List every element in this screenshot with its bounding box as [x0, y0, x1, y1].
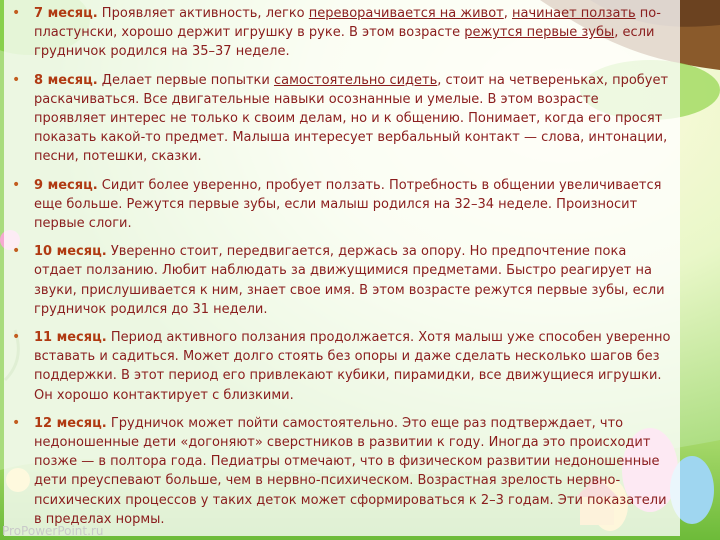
item-text: , если грудничок родился на 35–37 неделе. — [34, 25, 655, 60]
bullet-icon: • — [12, 414, 21, 431]
link-starts-crawling[interactable]: начинает ползать — [512, 6, 636, 21]
item-text: по-пластунски, хорошо держит игрушку в руке. В этом возрасте — [34, 6, 661, 41]
list-item-month-10 — [12, 242, 674, 319]
link-first-teeth[interactable]: режутся первые зубы — [464, 25, 615, 41]
item-text: Проявляет активность, легко — [101, 6, 309, 21]
month-suffix: . — [101, 244, 107, 260]
month-suffix: . — [101, 415, 107, 431]
development-list-container — [12, 4, 674, 538]
month-label: 12 месяц — [34, 415, 102, 431]
month-label: 7 месяц — [34, 6, 93, 21]
link-rolls-over[interactable]: переворачивается на живот — [308, 6, 504, 21]
month-label: 9 месяц — [34, 177, 93, 193]
list-item-month-11 — [12, 328, 674, 405]
item-text: Уверенно стоит, передвигается, держась за опору. Но предпочтение пока отдает ползанию. Любит наблюдать за движущимися предметами. Быстро реагирует на звуки, прислушивается к ним, знает свое имя. В этом возрасте режутся первые зубы, если грудничок родился до 31 недели. — [34, 244, 665, 317]
bullet-icon: • — [12, 176, 21, 193]
watermark: ProPowerPoint.ru — [2, 524, 104, 538]
link-sit-independently[interactable]: самостоятельно сидеть — [273, 72, 438, 88]
list-item-month-9 — [12, 176, 674, 234]
list-item-month-12 — [12, 414, 674, 529]
item-text: , стоит на четвереньках, пробует раскачиваться. Все двигательные навыки осознанные и умелые. В этом возрасте проявляет интерес не только к своим делам, но и к общению. Понимает, когда его просят показать какой-то предмет. Малыша интересует вербальный контакт — слова, интонации, песни, потешки, сказки. — [34, 72, 669, 165]
list-item-month-7 — [12, 4, 674, 62]
month-label: 10 месяц — [34, 244, 102, 260]
bullet-icon: • — [12, 71, 21, 88]
list-item-month-8 — [12, 71, 674, 167]
item-text: Делает первые попытки — [101, 72, 274, 88]
bullet-icon: • — [12, 243, 21, 260]
bullet-icon: • — [12, 5, 21, 21]
item-text: Период активного ползания продолжается. Хотя малыш уже способен уверенно вставать и садиться. Может долго стоять без опоры и даже сделать несколько шагов без поддержки. В этот период его привлекают кубики, пирамидки, все движущиеся игрушки. Он хорошо контактирует с близкими. — [34, 330, 671, 403]
item-text: Сидит более уверенно, пробует ползать. Потребность в общении увеличивается еще больше. Режутся первые зубы, если малыш родился на 32–34 неделе. Произносит первые слоги. — [34, 177, 662, 232]
month-suffix: . — [101, 330, 107, 346]
month-suffix: . — [92, 6, 98, 21]
month-label: 8 месяц — [34, 72, 93, 88]
month-suffix: . — [92, 72, 98, 88]
month-suffix: . — [92, 177, 98, 193]
development-milestones-list — [12, 4, 674, 529]
month-label: 11 месяц — [34, 330, 102, 346]
item-text: , — [503, 6, 513, 21]
item-text: Грудничок может пойти самостоятельно. Это еще раз подтверждает, что недоношенные дети «догоняют» сверстников в развитии к году. Иногда это происходит позже — в полтора года. Педиатры отмечают, что в физическом развитии недоношенные дети преуспевают больше, чем в нервно-психическом. Возрастная зрелость нервно-психических процессов у таких деток может сформироваться к 2–3 годам. Эти показатели в пределах нормы. — [34, 415, 667, 527]
bullet-icon: • — [12, 329, 21, 346]
